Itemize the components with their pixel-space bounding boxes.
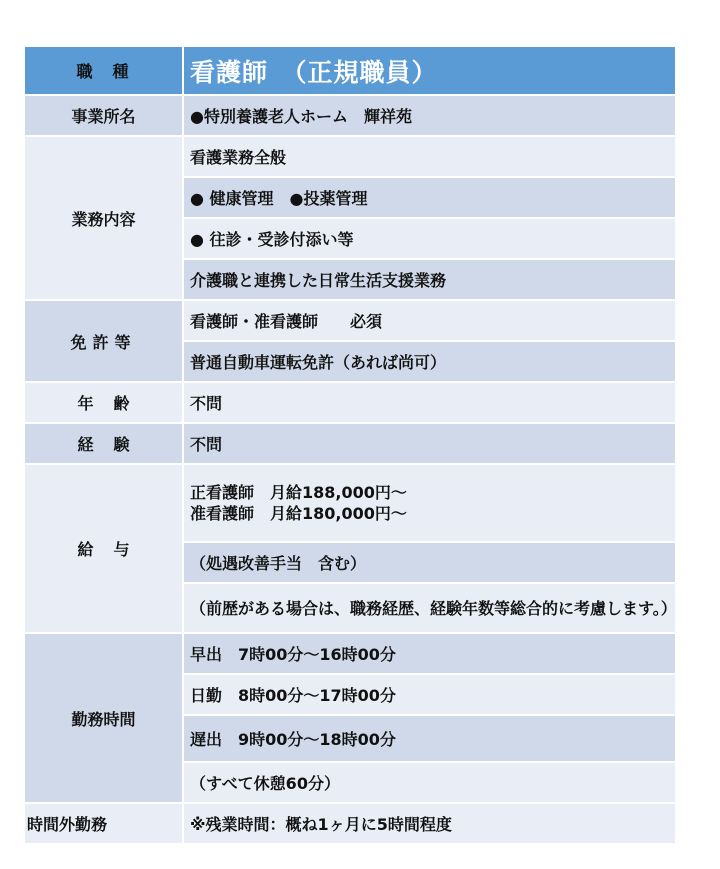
duties-row-1 xyxy=(24,136,676,177)
office-label: 事業所名 xyxy=(24,95,183,136)
overtime-label: 時間外勤務 xyxy=(24,803,183,844)
salary-regular-nurse: 正看護師 月給188,000円～ xyxy=(190,483,407,502)
salary-assistant-nurse: 准看護師 月給180,000円～ xyxy=(190,504,407,523)
hours-label: 勤務時間 xyxy=(24,633,183,803)
duties-item: ● 往診・受診付添い等 xyxy=(183,218,676,259)
age-row xyxy=(24,382,676,423)
hours-item: 早出 7時00分～16時00分 xyxy=(183,633,676,674)
experience-value: 不問 xyxy=(183,423,676,464)
age-value: 不問 xyxy=(183,382,676,423)
experience-row xyxy=(24,423,676,464)
duties-item: ● 健康管理 ●投薬管理 xyxy=(183,177,676,218)
license-label: 免許等 xyxy=(24,300,183,382)
salary-row-1 xyxy=(24,464,676,542)
hours-item: （すべて休憩60分） xyxy=(183,762,676,803)
salary-label: 給与 xyxy=(24,464,183,633)
overtime-value: ※残業時間：概ね1ヶ月に5時間程度 xyxy=(183,803,676,844)
office-row xyxy=(24,95,676,136)
hours-item: 遅出 9時00分～18時00分 xyxy=(183,715,676,762)
duties-label: 業務内容 xyxy=(24,136,183,300)
experience-label: 経験 xyxy=(24,423,183,464)
duties-item: 介護職と連携した日常生活支援業務 xyxy=(183,259,676,300)
salary-amounts xyxy=(183,464,676,542)
license-row-1 xyxy=(24,300,676,341)
job-table xyxy=(23,45,677,845)
license-item: 普通自動車運転免許（あれば尚可） xyxy=(183,341,676,382)
license-item: 看護師・准看護師 必須 xyxy=(183,300,676,341)
overtime-row xyxy=(24,803,676,844)
age-label: 年齢 xyxy=(24,382,183,423)
job-title: 看護師 （正規職員） xyxy=(183,46,676,95)
duties-item: 看護業務全般 xyxy=(183,136,676,177)
job-type-label: 職 種 xyxy=(24,46,183,95)
office-value: ●特別養護老人ホーム 輝祥苑 xyxy=(183,95,676,136)
salary-note-allowance: （処遇改善手当 含む） xyxy=(183,542,676,583)
hours-row-1 xyxy=(24,633,676,674)
header-row xyxy=(24,46,676,95)
hours-item: 日勤 8時00分～17時00分 xyxy=(183,674,676,715)
salary-note-career: （前歴がある場合は、職務経歴、経験年数等総合的に考慮します。） xyxy=(183,583,676,633)
